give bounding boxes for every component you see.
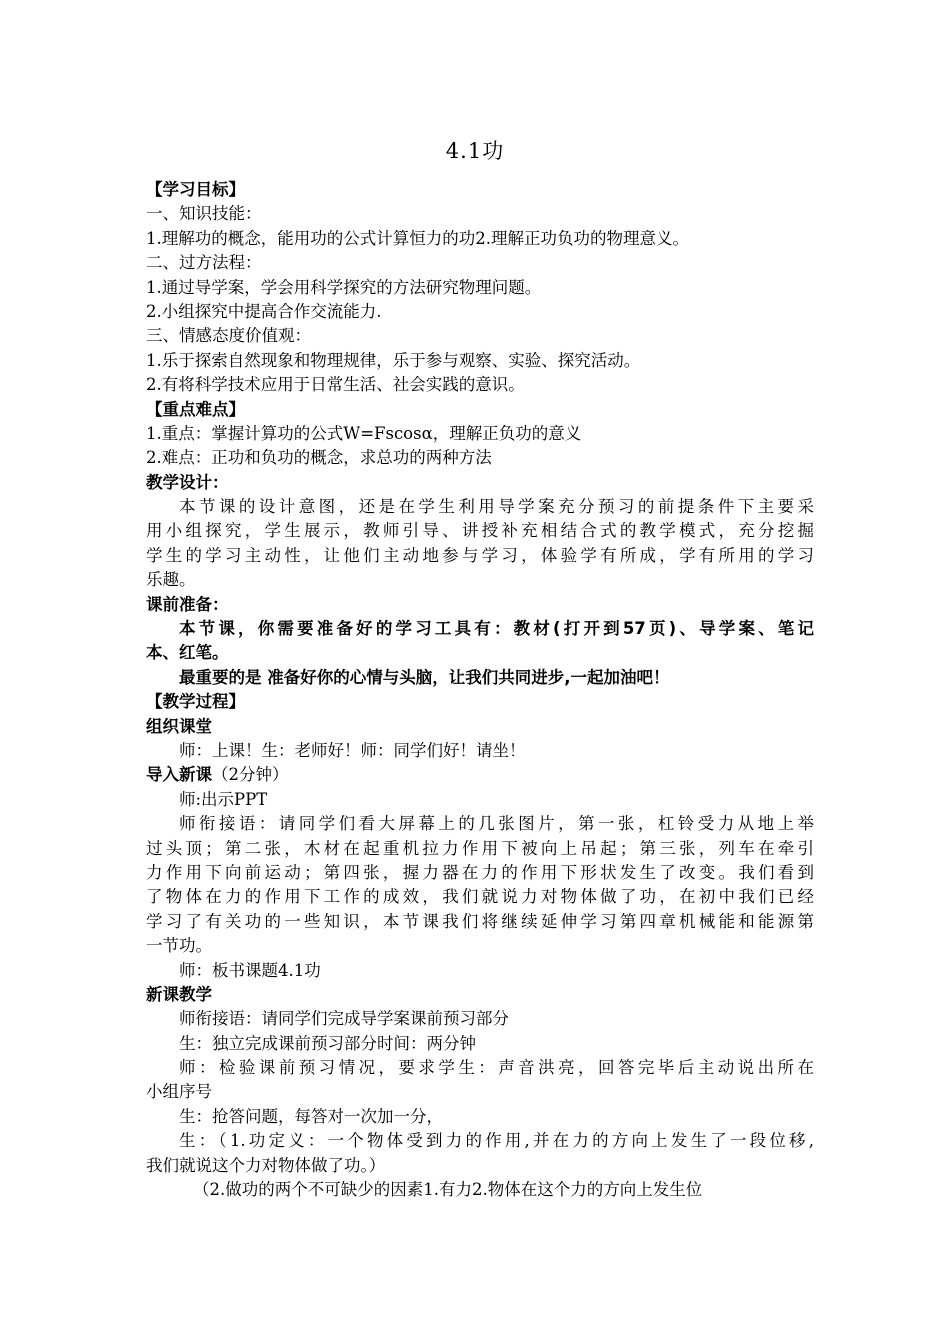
line-text: 学习了有关功的一些知识，本节课我们将继续延伸学习第四章机械能和能源第 bbox=[146, 911, 814, 931]
line-text: 最重要的是 准备好你的心情与头脑，让我们共同进步,一起加油吧！ bbox=[179, 667, 670, 687]
section-heading bbox=[146, 178, 814, 202]
line-text: 小组序号 bbox=[146, 1082, 212, 1102]
text-line bbox=[146, 300, 814, 324]
line-text: 师：上课！生：老师好！师：同学们好！请坐！ bbox=[179, 740, 526, 760]
line-text: 三、情感态度价值观： bbox=[146, 326, 311, 346]
line-text: 组织课堂 bbox=[146, 716, 212, 736]
line-text: 一、知识技能： bbox=[146, 204, 262, 224]
text-line bbox=[146, 861, 814, 885]
line-text: 2.难点：正功和负功的概念，求总功的两种方法 bbox=[146, 448, 492, 468]
line-text: 【重点难点】 bbox=[146, 399, 245, 419]
text-line bbox=[146, 324, 814, 348]
line-text: 1.乐于探索自然现象和物理规律，乐于参与观察、实验、探究活动。 bbox=[146, 350, 641, 370]
line-text: 二、过方法程： bbox=[146, 253, 262, 273]
text-line bbox=[146, 349, 814, 373]
text-line bbox=[146, 276, 814, 300]
section-heading bbox=[146, 641, 814, 665]
text-line bbox=[146, 1178, 814, 1202]
line-text: 本、红笔。 bbox=[146, 643, 229, 663]
text-line bbox=[146, 568, 814, 592]
text-line bbox=[146, 251, 814, 275]
section-heading bbox=[146, 617, 814, 641]
text-line bbox=[146, 1105, 814, 1129]
line-text: 过头顶；第二张，木材在起重机拉力作用下被向上吊起；第三张，列车在牵引 bbox=[146, 838, 814, 858]
line-text: 生：（1.功定义：一个物体受到力的作用,并在力的方向上发生了一段位移, bbox=[179, 1131, 814, 1151]
line-text: 我们就说这个力对物体做了功。） bbox=[146, 1155, 386, 1175]
text-line bbox=[146, 202, 814, 226]
text-line bbox=[146, 1154, 814, 1178]
text-line bbox=[146, 837, 814, 861]
line-text: 2.小组探究中提高合作交流能力. bbox=[146, 301, 382, 321]
text-line bbox=[146, 446, 814, 470]
line-text: 新课教学 bbox=[146, 984, 212, 1004]
text-line bbox=[146, 1080, 814, 1104]
text-line bbox=[146, 739, 814, 763]
text-line bbox=[146, 373, 814, 397]
section-heading bbox=[146, 398, 814, 422]
line-text: 师衔接语：请同学们看大屏幕上的几张图片，第一张，杠铃受力从地上举 bbox=[179, 814, 814, 834]
section-heading bbox=[146, 763, 814, 787]
text-line bbox=[146, 910, 814, 934]
line-suffix: （2分钟） bbox=[212, 765, 289, 785]
line-text: 1.通过导学案，学会用科学探究的方法研究物理问题。 bbox=[146, 277, 542, 297]
line-text: 本节课的设计意图，还是在学生利用导学案充分预习的前提条件下主要采 bbox=[179, 497, 814, 517]
text-line bbox=[146, 1056, 814, 1080]
line-text: （2.做功的两个不可缺少的因素1.有力2.物体在这个力的方向上发生位 bbox=[193, 1180, 703, 1200]
line-text: 导入新课 bbox=[146, 765, 212, 785]
line-text: 学生的学习主动性，让他们主动地参与学习，体验学有所成，学有所用的学习 bbox=[146, 545, 814, 565]
text-line bbox=[146, 934, 814, 958]
text-line bbox=[146, 422, 814, 446]
section-heading bbox=[146, 666, 814, 690]
section-heading bbox=[146, 715, 814, 739]
text-line bbox=[146, 1129, 814, 1153]
text-line bbox=[146, 1032, 814, 1056]
text-line bbox=[146, 495, 814, 519]
line-text: 【学习目标】 bbox=[146, 180, 245, 199]
text-line bbox=[146, 812, 814, 836]
section-heading bbox=[146, 471, 814, 495]
line-text: 本节课，你需要准备好的学习工具有：教材(打开到57页)、导学案、笔记 bbox=[179, 619, 814, 639]
line-text: 师:出示PPT bbox=[179, 789, 268, 809]
text-line bbox=[146, 544, 814, 568]
text-line bbox=[146, 1007, 814, 1031]
line-text: 【教学过程】 bbox=[146, 692, 245, 712]
line-text: 2.有将科学技术应用于日常生活、社会实践的意识。 bbox=[146, 375, 525, 395]
line-text: 1.理解功的概念，能用功的公式计算恒力的功2.理解正功负功的物理意义。 bbox=[146, 228, 689, 248]
line-text: 一节功。 bbox=[146, 936, 212, 956]
text-line bbox=[146, 885, 814, 909]
line-text: 课前准备： bbox=[146, 594, 229, 614]
page-title: 4.1功 bbox=[445, 139, 505, 163]
line-text: 用小组探究，学生展示，教师引导、讲授补充相结合式的教学模式，充分挖掘 bbox=[146, 521, 814, 541]
line-text: 师：板书课题4.1功 bbox=[179, 960, 321, 980]
line-text: 1.重点：掌握计算功的公式W=Fscosα，理解正负功的意义 bbox=[146, 423, 582, 443]
line-text: 了物体在力的作用下工作的成效，我们就说力对物体做了功，在初中我们已经 bbox=[146, 887, 814, 907]
text-line bbox=[146, 519, 814, 543]
section-heading bbox=[146, 690, 814, 714]
line-text: 生：抢答问题，每答对一次加一分， bbox=[179, 1106, 443, 1126]
text-line bbox=[146, 959, 814, 983]
text-line bbox=[146, 227, 814, 251]
line-text: 乐趣。 bbox=[146, 570, 196, 590]
line-text: 生：独立完成课前预习部分时间：两分钟 bbox=[179, 1033, 476, 1053]
line-text: 力作用下向前运动；第四张，握力器在力的作用下形状发生了改变。我们看到 bbox=[146, 862, 814, 882]
section-heading bbox=[146, 593, 814, 617]
document-body bbox=[146, 178, 814, 1202]
section-heading bbox=[146, 983, 814, 1007]
line-text: 师衔接语：请同学们完成导学案课前预习部分 bbox=[179, 1009, 509, 1029]
line-text: 师：检验课前预习情况，要求学生：声音洪亮，回答完毕后主动说出所在 bbox=[179, 1058, 814, 1078]
text-line bbox=[146, 788, 814, 812]
line-text: 教学设计： bbox=[146, 472, 229, 492]
